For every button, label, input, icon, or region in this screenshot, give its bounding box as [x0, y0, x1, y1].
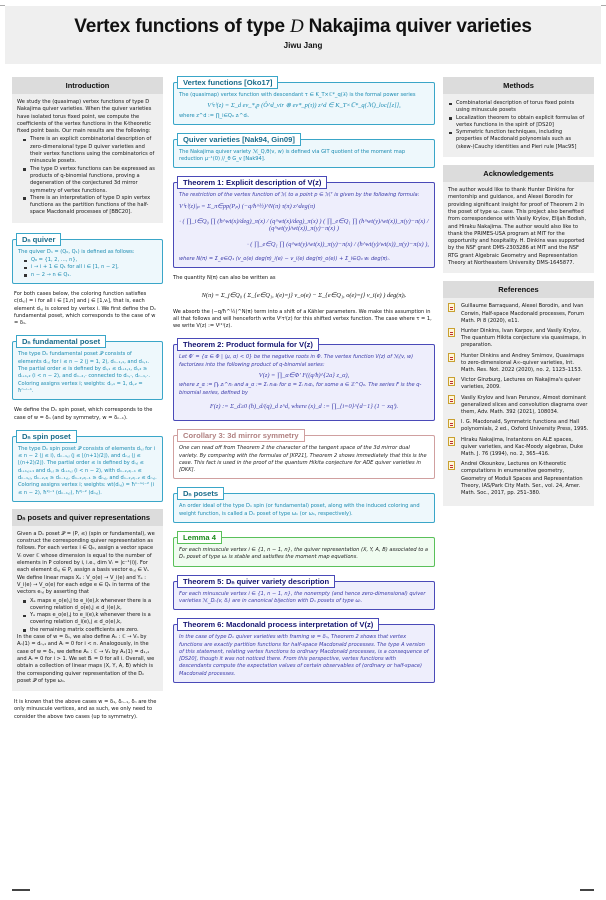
- intro-block: [12, 77, 163, 223]
- box-title: Vertex functions [Oko17]: [177, 76, 278, 89]
- intro-bullet: The type D vertex functions can be expressed as products of q-binomial functions, proving a degeneration of the conjectured 3d mirror symmetry of vertex functions.: [22, 166, 158, 195]
- document-icon: [448, 461, 455, 470]
- box-title: Quiver varieties [Nak94, Gin09]: [177, 133, 301, 146]
- center-column: [173, 74, 435, 690]
- block-title: References: [443, 281, 594, 298]
- reference-item[interactable]: Victor Ginzburg, Lectures on Nakajima's quiver varieties, 2009.: [448, 377, 589, 391]
- box-title: Dₙ quiver: [16, 233, 61, 246]
- quiver-bullet: Q₀ = {1, 2, …, n},: [23, 257, 157, 264]
- rep-bullet: Xₑ maps e_o(e),j to e_i(e),k whenever there is a covering relation d_o(e),j ≤ d_i(e),k,: [22, 598, 158, 613]
- document-icon: [448, 353, 455, 362]
- poster-header: [5, 6, 601, 64]
- box-text: In the case of type Dₙ quiver varieties with framing w = δₙ, Theorem 2 shows that vertex functions are exactly partition functions for half-space Macdonald processes. The type A version of this statement, relating vertex functions to ordinary Macdonald processes, is a consequence of [DS20], though it was not noticed there. From this perspective, vertex functions with descendants compute the expectation values of certain observables of (ordinary or half-space) Macdonald processes.: [179, 634, 429, 677]
- box-title: Theorem 2: Product formula for V(z): [177, 338, 319, 351]
- dn-quiver-box: [12, 234, 163, 284]
- box-title: Theorem 6: Macdonald process interpretation of V(z): [177, 618, 379, 631]
- n-text: The quantity N(π) can also be written as: [173, 275, 276, 282]
- footer-mark: [580, 889, 594, 891]
- fundamental-poset-box: [12, 337, 163, 400]
- lemma-4-box: [173, 533, 435, 567]
- right-column: [443, 77, 594, 514]
- closing-text: It is known that the above cases w = δ₁, δₙ₋₁, δₙ are the only minuscule vertices, and as such, we only need to consider the above two cases (up to symmetry).: [14, 699, 157, 720]
- footer-mark: [12, 889, 30, 891]
- box-text: where z^d := ∏_i∈Q₀ zᵢ^dᵢ.: [179, 112, 250, 119]
- box-text: The type Dₙ spin poset 𝒫 consists of elements dᵢ,ⱼ for i ≤ n − 2 (j ≤ i), dₙ₋₁,ⱼ (j ≤ ⌊(n+1)/2⌋), and dₙ,ⱼ (j ≤ ⌊(n+2)/2⌋). The partial order ≤ is defined by dᵢ,ⱼ ≤ dᵢ₊₁,ⱼ₊₁ and dᵢ,ⱼ ≥ dᵢ₊₁,ⱼ (i < n − 2), with dₙ₋₂,₂ⱼ₋₁ ≤ dₙ₋₁,ⱼ, dₙ₋₂,₂ⱼ ≥ dₙ₋₁,ⱼ, dₙ₋₂,₂ⱼ₋₁ ≥ dₙ,ⱼ, and dₙ₋₂,₂ⱼ₋₂ ≤ dₙ,ⱼ. Coloring assigns vertex i; weights: wt(dᵢ,ⱼ) = ħⁿ⁻ⁱ⁺ʲ⁻² (i ≤ n − 2), ħ²ʲ⁻¹ (dₙ₋₁,ⱼ), ħ²ʲ⁻² (dₙ,ⱼ).: [18, 445, 157, 496]
- formula: V(z) = ∏_α∈Φ′ F((q/ħ)^{2a} z_α),: [258, 372, 350, 380]
- theorem-1-box: [173, 178, 435, 268]
- n-formula: N(π) = Σ_j∈Q₀ ( Σ_{e∈Q₁, i(e)=j} v_o(e) − Σ_{e∈Q₁, o(e)=j} v_i(e) ) deg(π)ⱼ.: [201, 291, 407, 299]
- reference-item[interactable]: Vasily Krylov and Ivan Perunov, Almost dominant generalized slices and convolution diagrams over them, Adv. Math. 392 (2021), 108034.: [448, 395, 589, 417]
- quiver-bullet: i → i + 1 ∈ Q₁ for all i ∈ [1, n − 2],: [23, 264, 157, 271]
- vertex-functions-box: [173, 78, 435, 125]
- document-icon: [448, 328, 455, 337]
- block-text: In the case of w = δₙ, we also define Aₙ : ℂ → Vₙ by Aₙ(1) = dₙ,₁ and Aᵢ = 0 for i < n. Analogously, in the case of w = δ₁, we define A₁ : ℂ → V₁ by A₁(1) = d₁,₁ and Aᵢ = 0 for i > 1. We set Bᵢ = 0 for all i. Overall, we obtain a collection of linear maps (X, Y, A, B) which is the corresponding quiver representation of the Dₙ poset 𝒫 of type ωₙ.: [17, 634, 155, 684]
- block-title: Dₙ posets and quiver representations: [12, 509, 163, 526]
- poster-title: Vertex functions of type D Nakajima quiver varieties: [74, 16, 532, 37]
- box-text: The Nakajima quiver variety ℳ_Q,θ(v, w) is defined via GIT quotient of the moment map reduction μ⁻¹(0) //_θ G_v [Nak94].: [179, 148, 406, 163]
- box-title: Theorem 1: Explicit description of V(z): [177, 176, 327, 189]
- reference-item[interactable]: Hunter Dinkins, Ivan Karpov, and Vasily Krylov, The quantum Hikita conjecture via quasimaps, in preparation.: [448, 328, 589, 350]
- box-title: Corollary 3: 3d mirror symmetry: [177, 429, 305, 442]
- box-text: where N(π) = Σ_e∈Q₁ (v_o(e) deg(π)_i(e) − v_i(e) deg(π)_o(e)) + Σ_i∈Q₀ wᵢ deg(π)ᵢ.: [179, 255, 391, 262]
- box-title: Dₙ fundamental poset: [16, 335, 106, 348]
- reference-item[interactable]: Andrei Okounkov, Lectures on K-theoretic computations in enumerative geometry, Geometry of Moduli Spaces and Representation Theory, IAS/Park City Math. Ser., vol. 24, Amer. Math. Soc., 2017, pp. 251–380.: [448, 461, 589, 497]
- block-title: Acknowledgements: [443, 165, 594, 182]
- quiver-bullet: n − 2 → n ∈ Q₁.: [23, 272, 157, 279]
- theorem-6-box: [173, 620, 435, 683]
- spin-poset-box: [12, 431, 163, 502]
- formula: V⁽τ⁾(z)|ₚ = Σ_π∈pp(Pₚ) (−q/ħ^½)^N(π) τ(π) z^deg(π): [179, 202, 316, 210]
- box-text: Let Φ′ = {α ∈ Φ | ⟨μ, α⟩ < 0} be the negative roots in Φ. The vertex function V(z) of ℳ(v, w) factorizes into the following product of q-binomial series:: [179, 354, 414, 368]
- quiver-varieties-box: [173, 134, 435, 169]
- formula: · ( ∏_i∈Q₀ ∏ (ħ^wt(x)/deg)_π(x) / (q^wt(x)/deg)_π(x) ) ( ∏_e∈Q₁ ∏ (ħ^wt(y)/wt(x))_π(y)−π(x) / (q^wt(y)/wt(x))_π(y)−π(x) ): [179, 218, 429, 233]
- formula: V⁽τ⁾(z) = Σ_d ev_*,p (Ô^d_vir ⊗ ev*_p(τ)) z^d ∈ K_T×ℂ*_q(ℳ)_loc[[z]],: [207, 102, 401, 110]
- absorb-text: We absorb the (−q/ħ^½)^N(π) term into a shift of a Kähler parameters. We make this assumption in all that follows and will henceforth write V⁽τ⁾(z) for this shifted vertex function. The case where τ = 1, we write V(z) := V⁽¹⁾(z).: [173, 308, 432, 330]
- posets-rep-block: [12, 509, 163, 691]
- box-text: where z_α := ∏ᵢ zᵢ^nᵢ and a_α := Σᵢ nᵢaᵢ for α = Σᵢ nᵢαᵢ, for some a ∈ ℤ^Q₀. The series F is the q-binomial series, defined by: [179, 382, 422, 396]
- author: Jiwu Jang: [283, 41, 323, 50]
- acknowledgements-block: [443, 165, 594, 273]
- methods-bullet: Localization theorem to obtain explicit formulas of vertex functions in the spirit of [DS20]: [448, 115, 589, 130]
- theorem-2-box: [173, 340, 435, 421]
- rep-bullet: the remaining matrix coefficients are zero.: [22, 627, 158, 634]
- box-text: The quiver Dₙ = (Q₀, Q₁) is defined as follows:: [18, 248, 135, 255]
- block-title: Methods: [443, 77, 594, 94]
- crop-mark: [601, 5, 606, 6]
- left-column: [12, 77, 163, 729]
- box-text: For each minuscule vertex i ∈ {1, n − 1, n}, the nonempty (and hence zero-dimensional) quiver varieties ℳ_Dₙ(v, δᵢ) are in canonical bijection with Dₙ posets of type ωᵢ.: [179, 590, 426, 604]
- document-icon: [448, 437, 455, 446]
- formula: · ( ∏_e∈Q₁ ∏ (q^wt(y)/wt(x))_π(y)−π(x) / (ħ^wt(y)/wt(x))_π(y)−π(x) ),: [247, 240, 429, 248]
- methods-bullet: Combinatorial description of torus fixed points using minuscule posets: [448, 100, 589, 115]
- methods-block: [443, 77, 594, 157]
- intro-bullet: There is an interpretation of type D spin vertex functions as the partition functions of the half-space Macdonald processes of [BBC20].: [22, 195, 158, 217]
- reference-item[interactable]: Guillaume Barraquand, Alexei Borodin, and Ivan Corwin, Half-space Macdonald processes, Forum Math. Pi 8 (2020), e11.: [448, 303, 589, 325]
- ack-text: The author would like to thank Hunter Dinkins for mentorship and guidance, and Alexei Borodin for providing significant insight for proof of Theorem 2 in the poset of type ωₙ case. This project also benefited from correspondence with Vasily Krylov, Elijah Bodish, and Hiraku Nakajima. The author would also like to thank the PRIMES-USA program at MIT for the opportunity and hospitality. H. Dinkins was supported by the NSF grant DMS-2303286 at MIT and the NSF RTG grant Algebraic Geometry and Representation Theory at Northeastern University DMS-1645877.: [448, 187, 587, 267]
- references-block: [443, 281, 594, 506]
- box-title: Dₙ spin poset: [16, 430, 77, 443]
- theorem-5-box: [173, 576, 435, 611]
- box-text: For each minuscule vertex i ∈ {1, n − 1, n}, the quiver representation (X, Y, A, B) associated to a Dₙ poset of type ωᵢ is stable and satisfies the moment map equations.: [179, 547, 429, 561]
- box-text: An order ideal of the type Dₙ spin (or fundamental) poset, along with the induced coloring and weight function, is called a Dₙ poset of type ωₙ (or ω₁, respectively).: [179, 503, 420, 517]
- reference-item[interactable]: Hunter Dinkins and Andrey Smirnov, Quasimaps to zero-dimensional A∞-quiver varieties, Int. Math. Res. Not. 2022 (2020), no. 2, 1123–1153.: [448, 353, 589, 375]
- document-icon: [448, 419, 455, 428]
- document-icon: [448, 303, 455, 312]
- reference-item[interactable]: I. G. Macdonald, Symmetric functions and Hall polynomials, 2 ed., Oxford University Press, 1995.: [448, 419, 589, 433]
- document-icon: [448, 395, 455, 404]
- box-text: The (quasimap) vertex function with descendant τ ∈ K_T×ℂ*_q(𝔛) is the formal power series: [179, 92, 416, 98]
- block-text: Given a Dₙ poset 𝒫 = (P, ≤) (spin or fundamental), we construct the corresponding quiver representation as follows. For each vertex i ∈ Q₀, assign a vector space Vᵢ over ℂ whose dimension is equal to the number of elements in P colored by i, i.e., dim Vᵢ = |c⁻¹(i)|. For each element dᵢ,ⱼ ∈ P, assign a basis vector eᵢ,ⱼ ∈ Vᵢ. We define linear maps Xₑ : V_o(e) → V_i(e) and Yₑ : V_i(e) → V_o(e) for each edge e ∈ Q₁ in terms of the vectors eᵢ,ⱼ by asserting that: [17, 530, 155, 596]
- box-title: Lemma 4: [177, 531, 222, 544]
- coloring-text: For both cases below, the coloring function satisfies c(dᵢ,ⱼ) = i for all i ∈ [1,n] and j ∈ [1,vᵢ], that is, each element dᵢ,ⱼ is colored by vertex i. We first define the Dₙ fundamental poset, which corresponds to the case of w = δ₁.: [14, 290, 156, 327]
- box-text: The type Dₙ fundamental poset 𝒫 consists of elements dᵢ,ⱼ for i ≤ n − 2 (j = 1, 2), dₙ₋₁,₁, and dₙ,₁. The partial order ≤ is defined by dᵢ,₁ ≤ dᵢ₊₁,₁, dᵢ,₂ ≥ dᵢ₊₁,₂ (i < n − 2), and dₙ₋₂,· connected to dₙ,·, dₙ₋₁,·. Coloring assigns vertex i; weights: dᵢ,₁ = 1, dᵢ,₂ = ħⁿ⁻ⁱ⁻¹.: [18, 351, 150, 394]
- box-text: The restriction of the vertex function of ℳ to a point p ∈ ℳᵀ is given by the following formula:: [179, 192, 420, 199]
- formula: F(z) := Σ_d≥0 (ħ)_d/(q)_d z^d, where (x)_d := ∏_{i=0}^{d−1} (1 − xqⁱ).: [209, 402, 399, 410]
- document-icon: [448, 377, 455, 386]
- dn-posets-box: [173, 489, 435, 523]
- spin-intro-text: We define the Dₙ spin poset, which corresponds to the case of w = δₙ (and by symmetry, w = δₙ₋₁).: [14, 407, 153, 421]
- corollary-3-box: [173, 431, 435, 479]
- methods-bullet: Symmetric function techniques, including properties of Macdonald polynomials such as (skew-)Cauchy identities and Pieri rule [Mac95]: [448, 129, 589, 151]
- rep-bullet: Yₑ maps e_o(e),j to e_i(e),k whenever there is a covering relation d_i(e),j ≤ d_o(e),k,: [22, 612, 158, 627]
- block-title: Introduction: [12, 77, 163, 94]
- intro-bullet: There is an explicit combinatorial description of zero-dimensional type D quiver varieties and their vertex functions using the combinatorics of minuscule posets.: [22, 136, 158, 165]
- reference-item[interactable]: Hiraku Nakajima, Instantons on ALE spaces, quiver varieties, and Kac-Moody algebras, Duke Math. J. 76 (1994), no. 2, 365–416.: [448, 437, 589, 459]
- intro-text: We study the (quasimap) vertex functions of type D Nakajima quiver varieties. When the quiver varieties have isolated torus fixed point, we compute the coefficients of the vertex functions in the K-theoretic fixed point basis. Our main results are the following:: [17, 99, 152, 135]
- box-title: Theorem 5: Dₙ quiver variety description: [177, 575, 335, 588]
- box-title: Dₙ posets: [177, 487, 224, 500]
- box-text: One can read off from Theorem 2 the character of the tangent space of the 3d mirror dual variety. By comparing with the formulas of [KP21], Theorem 2 shows immediately that this is the case. This fact is used in the proof of the quantum Hikita conjecture for ADE quiver varieties in [DKK].: [179, 445, 427, 474]
